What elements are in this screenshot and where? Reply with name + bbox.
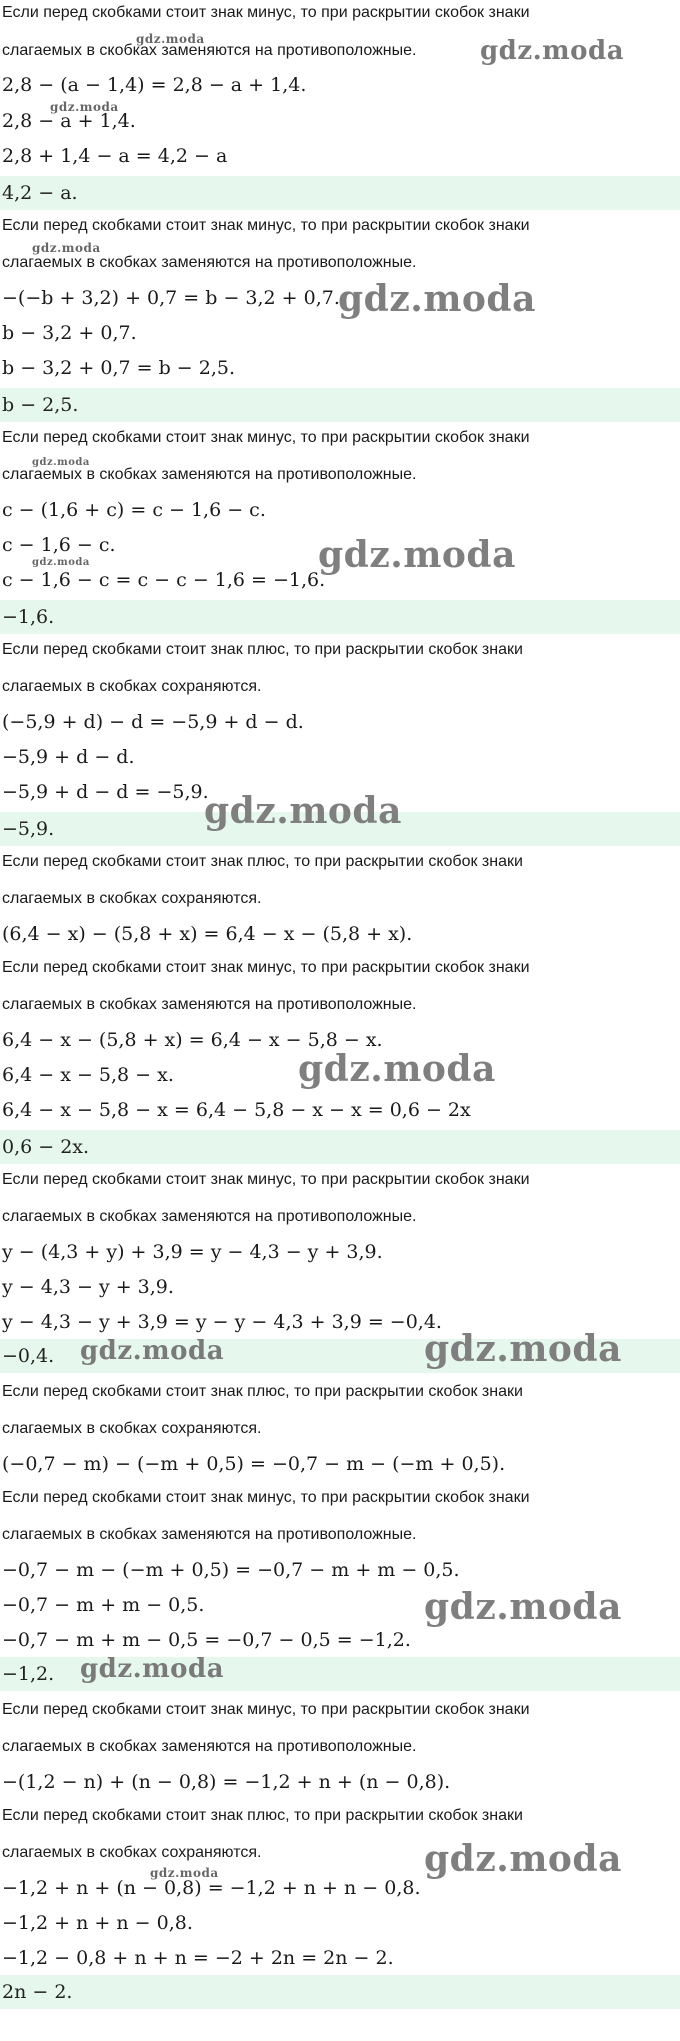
rule-text: Если перед скобками стоит знак минус, то при раскрытии скобок знаки (2, 429, 530, 446)
math-line: 2,8 − a + 1,4. (2, 110, 136, 132)
answer-row: −5,9. (0, 812, 680, 846)
math-line: b − 3,2 + 0,7 = b − 2,5. (2, 357, 236, 379)
math-line: −1,2 + n + n − 0,8. (2, 1912, 193, 1934)
math-line: c − 1,6 − c = c − c − 1,6 = −1,6. (2, 569, 326, 591)
math-line: c − (1,6 + c) = c − 1,6 − c. (2, 499, 266, 521)
rule-text: слагаемых в скобках сохраняются. (2, 678, 262, 695)
watermark-logo: gdz.moda (480, 36, 625, 66)
math-line: −0,7 − m + m − 0,5. (2, 1594, 205, 1616)
math-line: y − 4,3 − y + 3,9 = y − y − 4,3 + 3,9 = −0,4. (2, 1311, 442, 1333)
math-line: −0,7 − m − (−m + 0,5) = −0,7 − m + m − 0,5. (2, 1559, 460, 1581)
rule-text: Если перед скобками стоит знак плюс, то при раскрытии скобок знаки (2, 1383, 523, 1400)
answer-row: 0,6 − 2x. (0, 1130, 680, 1164)
math-line: 6,4 − x − (5,8 + x) = 6,4 − x − 5,8 − x. (2, 1029, 383, 1051)
watermark-logo: gdz.moda (318, 534, 516, 576)
rule-text: Если перед скобками стоит знак плюс, то при раскрытии скобок знаки (2, 1807, 523, 1824)
rule-text: слагаемых в скобках сохраняются. (2, 1844, 262, 1861)
watermark-logo: gdz.moda (32, 557, 90, 568)
math-line: y − 4,3 − y + 3,9. (2, 1276, 174, 1298)
math-line: −5,9 + d − d. (2, 746, 135, 768)
math-line: (−5,9 + d) − d = −5,9 + d − d. (2, 711, 304, 733)
answer-row: 2n − 2. (0, 1975, 680, 2009)
rule-text: слагаемых в скобках заменяются на противоположные. (2, 42, 417, 59)
rule-text: слагаемых в скобках заменяются на противоположные. (2, 1526, 417, 1543)
answer-row: −1,6. (0, 600, 680, 634)
answer-row: 4,2 − a. (0, 176, 680, 210)
rule-text: слагаемых в скобках заменяются на противоположные. (2, 254, 417, 271)
watermark-logo: gdz.moda (136, 32, 205, 46)
watermark-logo: gdz.moda (150, 1866, 219, 1880)
rule-text: Если перед скобками стоит знак минус, то при раскрытии скобок знаки (2, 1701, 530, 1718)
answer-row: b − 2,5. (0, 388, 680, 422)
rule-text: Если перед скобками стоит знак минус, то при раскрытии скобок знаки (2, 1171, 530, 1188)
rule-text: Если перед скобками стоит знак минус, то при раскрытии скобок знаки (2, 1489, 530, 1506)
math-line: 2,8 + 1,4 − a = 4,2 − a (2, 145, 228, 167)
math-line: −0,7 − m + m − 0,5 = −0,7 − 0,5 = −1,2. (2, 1629, 411, 1651)
rule-text: слагаемых в скобках сохраняются. (2, 890, 262, 907)
math-line: b − 3,2 + 0,7. (2, 322, 137, 344)
math-line: −5,9 + d − d = −5,9. (2, 781, 209, 803)
rule-text: Если перед скобками стоит знак минус, то при раскрытии скобок знаки (2, 4, 530, 21)
math-line: 2,8 − (a − 1,4) = 2,8 − a + 1,4. (2, 74, 307, 96)
watermark-logo: gdz.moda (80, 1654, 225, 1684)
math-line: −(−b + 3,2) + 0,7 = b − 3,2 + 0,7. (2, 287, 340, 309)
rule-text: Если перед скобками стоит знак минус, то при раскрытии скобок знаки (2, 217, 530, 234)
math-line: c − 1,6 − c. (2, 534, 116, 556)
rule-text: слагаемых в скобках заменяются на противоположные. (2, 996, 417, 1013)
rule-text: слагаемых в скобках заменяются на противоположные. (2, 1738, 417, 1755)
rule-text: Если перед скобками стоит знак минус, то при раскрытии скобок знаки (2, 959, 530, 976)
watermark-logo: gdz.moda (32, 457, 90, 468)
watermark-logo: gdz.moda (338, 278, 536, 320)
math-line: y − (4,3 + y) + 3,9 = y − 4,3 − y + 3,9. (2, 1241, 383, 1263)
math-line: 6,4 − x − 5,8 − x = 6,4 − 5,8 − x − x = 0,6 − 2x (2, 1099, 471, 1121)
math-line: 6,4 − x − 5,8 − x. (2, 1064, 174, 1086)
rule-text: Если перед скобками стоит знак плюс, то при раскрытии скобок знаки (2, 641, 523, 658)
watermark-logo: gdz.moda (80, 1336, 225, 1366)
math-line: −1,2 + n + (n − 0,8) = −1,2 + n + n − 0,8. (2, 1877, 421, 1899)
watermark-logo: gdz.moda (424, 1838, 622, 1880)
watermark-logo: gdz.moda (50, 100, 119, 114)
watermark-logo: gdz.moda (32, 241, 101, 255)
watermark-logo: gdz.moda (204, 790, 402, 832)
rule-text: слагаемых в скобках заменяются на противоположные. (2, 466, 417, 483)
math-line: −(1,2 − n) + (n − 0,8) = −1,2 + n + (n − 0,8). (2, 1771, 451, 1793)
math-line: (6,4 − x) − (5,8 + x) = 6,4 − x − (5,8 + x). (2, 923, 413, 945)
rule-text: слагаемых в скобках заменяются на противоположные. (2, 1208, 417, 1225)
watermark-logo: gdz.moda (424, 1586, 622, 1628)
answer-row: −1,2. (0, 1657, 680, 1691)
watermark-logo: gdz.moda (298, 1048, 496, 1090)
answer-row: −0,4. (0, 1339, 680, 1373)
rule-text: Если перед скобками стоит знак плюс, то при раскрытии скобок знаки (2, 853, 523, 870)
watermark-logo: gdz.moda (424, 1328, 622, 1370)
math-line: −1,2 − 0,8 + n + n = −2 + 2n = 2n − 2. (2, 1947, 394, 1969)
math-line: (−0,7 − m) − (−m + 0,5) = −0,7 − m − (−m + 0,5). (2, 1453, 506, 1475)
rule-text: слагаемых в скобках сохраняются. (2, 1420, 262, 1437)
